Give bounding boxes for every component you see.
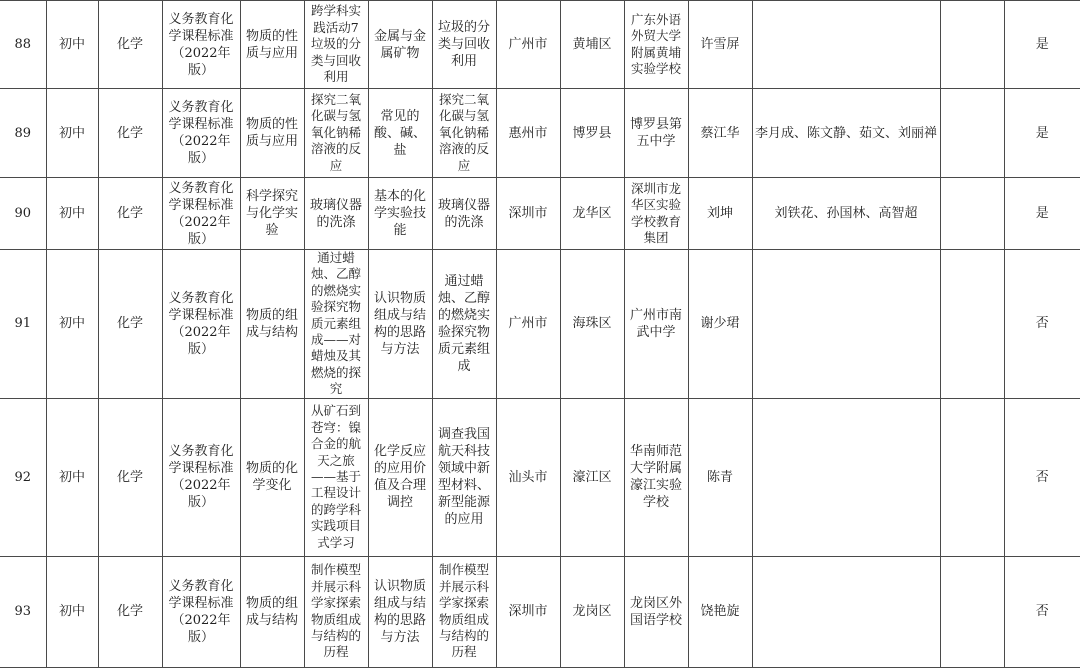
cell-title: 跨学科实践活动7 垃圾的分类与回收利用 [304, 1, 368, 89]
cell-unit: 认识物质组成与结构的思路与方法 [368, 250, 432, 399]
cell-note [940, 556, 1004, 667]
cell-unit: 化学反应的应用价值及合理调控 [368, 398, 432, 556]
cell-district: 黄埔区 [560, 1, 624, 89]
cell-city: 广州市 [496, 1, 560, 89]
cell-unit: 金属与金属矿物 [368, 1, 432, 89]
cell-note [940, 89, 1004, 178]
cell-title: 探究二氧化碳与氢氧化钠稀溶液的反应 [304, 89, 368, 178]
cell-district: 龙岗区 [560, 556, 624, 667]
cell-standard: 义务教育化学课程标准（2022年版） [162, 1, 240, 89]
cell-teacher: 许雪屏 [688, 1, 752, 89]
cell-standard: 义务教育化学课程标准（2022年版） [162, 178, 240, 250]
cell-number: 91 [0, 250, 46, 399]
cell-level: 初中 [46, 556, 98, 667]
cell-level: 初中 [46, 250, 98, 399]
cell-standard: 义务教育化学课程标准（2022年版） [162, 250, 240, 399]
cell-subject: 化学 [98, 1, 162, 89]
cell-result: 是 [1004, 89, 1080, 178]
cell-school: 深圳市龙华区实验学校教育集团 [624, 178, 688, 250]
cell-teacher: 陈青 [688, 398, 752, 556]
cell-result: 否 [1004, 398, 1080, 556]
cell-members [752, 398, 940, 556]
cell-members [752, 1, 940, 89]
table-row [0, 398, 1080, 556]
cell-topic: 通过蜡烛、乙醇的燃烧实验探究物质元素组成 [432, 250, 496, 399]
cell-title: 通过蜡烛、乙醇的燃烧实验探究物质元素组成——对蜡烛及其燃烧的探究 [304, 250, 368, 399]
cell-subject: 化学 [98, 89, 162, 178]
cell-subject: 化学 [98, 250, 162, 399]
cell-teacher: 蔡江华 [688, 89, 752, 178]
cell-city: 惠州市 [496, 89, 560, 178]
cell-theme: 物质的性质与应用 [240, 89, 304, 178]
cell-members [752, 556, 940, 667]
cell-note [940, 178, 1004, 250]
cell-unit: 常见的酸、碱、盐 [368, 89, 432, 178]
cell-topic: 调查我国航天科技领域中新型材料、新型能源的应用 [432, 398, 496, 556]
cell-subject: 化学 [98, 178, 162, 250]
cell-city: 深圳市 [496, 556, 560, 667]
cell-teacher: 刘坤 [688, 178, 752, 250]
table-row [0, 556, 1080, 667]
cell-school: 广州市南武中学 [624, 250, 688, 399]
cell-title: 从矿石到苍穹：镍合金的航天之旅——基于工程设计的跨学科实践项目式学习 [304, 398, 368, 556]
cell-members: 李月成、陈文静、茹文、刘丽禅 [752, 89, 940, 178]
cell-theme: 科学探究与化学实验 [240, 178, 304, 250]
cell-number: 92 [0, 398, 46, 556]
cell-title: 制作模型并展示科学家探索物质组成与结构的历程 [304, 556, 368, 667]
table-row [0, 250, 1080, 399]
cell-school: 博罗县第五中学 [624, 89, 688, 178]
cell-note [940, 398, 1004, 556]
cell-note [940, 250, 1004, 399]
cell-result: 否 [1004, 556, 1080, 667]
cell-level: 初中 [46, 398, 98, 556]
cell-members [752, 250, 940, 399]
cell-standard: 义务教育化学课程标准（2022年版） [162, 89, 240, 178]
cell-result: 否 [1004, 250, 1080, 399]
cell-teacher: 谢少珺 [688, 250, 752, 399]
cell-level: 初中 [46, 89, 98, 178]
cell-subject: 化学 [98, 556, 162, 667]
cell-number: 88 [0, 1, 46, 89]
cell-topic: 垃圾的分类与回收利用 [432, 1, 496, 89]
cell-district: 龙华区 [560, 178, 624, 250]
cell-note [940, 1, 1004, 89]
table-body [0, 1, 1080, 668]
cell-standard: 义务教育化学课程标准（2022年版） [162, 398, 240, 556]
cell-unit: 基本的化学实验技能 [368, 178, 432, 250]
cell-city: 深圳市 [496, 178, 560, 250]
cell-theme: 物质的组成与结构 [240, 250, 304, 399]
cell-district: 博罗县 [560, 89, 624, 178]
cell-school: 华南师范大学附属濠江实验学校 [624, 398, 688, 556]
cell-number: 89 [0, 89, 46, 178]
cell-subject: 化学 [98, 398, 162, 556]
cell-district: 海珠区 [560, 250, 624, 399]
cell-theme: 物质的性质与应用 [240, 1, 304, 89]
cell-number: 90 [0, 178, 46, 250]
cell-standard: 义务教育化学课程标准（2022年版） [162, 556, 240, 667]
cell-result: 是 [1004, 178, 1080, 250]
cell-topic: 探究二氧化碳与氢氧化钠稀溶液的反应 [432, 89, 496, 178]
table-row [0, 178, 1080, 250]
cell-school: 广东外语外贸大学附属黄埔实验学校 [624, 1, 688, 89]
table-row [0, 89, 1080, 178]
cell-level: 初中 [46, 178, 98, 250]
cell-city: 汕头市 [496, 398, 560, 556]
cell-teacher: 饶艳旋 [688, 556, 752, 667]
cell-result: 是 [1004, 1, 1080, 89]
cell-level: 初中 [46, 1, 98, 89]
cell-title: 玻璃仪器的洗涤 [304, 178, 368, 250]
cell-members: 刘铁花、孙国林、高智超 [752, 178, 940, 250]
cell-topic: 制作模型并展示科学家探索物质组成与结构的历程 [432, 556, 496, 667]
cell-school: 龙岗区外国语学校 [624, 556, 688, 667]
cell-theme: 物质的组成与结构 [240, 556, 304, 667]
cell-topic: 玻璃仪器的洗涤 [432, 178, 496, 250]
cell-unit: 认识物质组成与结构的思路与方法 [368, 556, 432, 667]
cell-number: 93 [0, 556, 46, 667]
cell-theme: 物质的化学变化 [240, 398, 304, 556]
cell-district: 濠江区 [560, 398, 624, 556]
table-row [0, 1, 1080, 89]
cell-city: 广州市 [496, 250, 560, 399]
